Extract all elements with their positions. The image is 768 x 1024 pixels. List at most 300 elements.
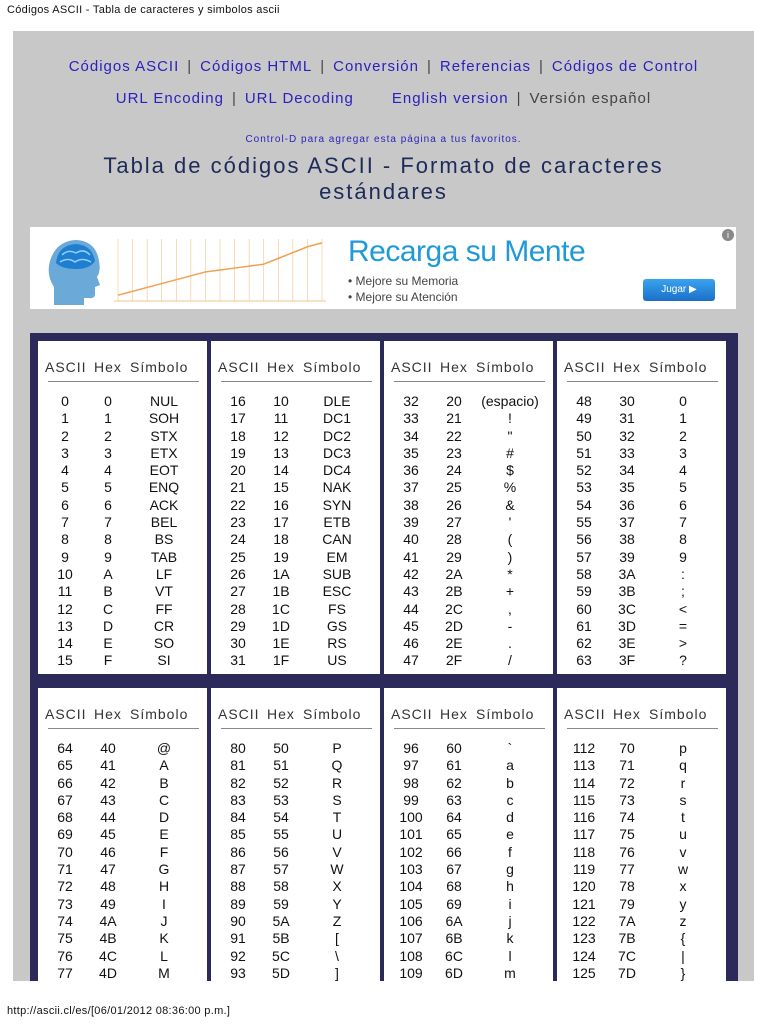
table-row [38,930,207,947]
table-row [557,618,726,635]
ascii-symbol: 7 [679,514,687,531]
ascii-decimal: 21 [230,479,246,496]
ascii-hex: 37 [619,514,635,531]
ascii-decimal: 39 [403,514,419,531]
ascii-symbol: ' [508,514,512,531]
table-row [557,428,726,445]
ascii-symbol: (espacio) [481,393,539,409]
header-hex: Hex [613,359,641,375]
ascii-hex: 72 [619,774,635,791]
table-row [557,844,726,861]
ascii-decimal: 81 [230,757,246,774]
ascii-decimal: 83 [230,791,246,808]
ascii-block [557,341,726,674]
ascii-symbol: 0 [679,393,687,409]
ascii-decimal: 65 [57,757,73,774]
ascii-hex: 15 [273,479,289,496]
ascii-hex: 6A [445,912,463,929]
ascii-hex: 1F [272,652,290,669]
ascii-hex: 39 [619,548,635,565]
table-row [384,930,553,947]
ascii-decimal: 2 [61,427,69,444]
ascii-symbol: ; [681,583,685,600]
ascii-symbol: # [506,444,514,461]
header-divider [221,381,372,382]
ascii-symbol: x [679,878,687,895]
table-row [211,549,380,566]
ascii-decimal: 69 [57,826,73,843]
header-hex: Hex [267,359,295,375]
ad-bullet-memory: • Mejore su Memoria [348,274,459,288]
ascii-decimal: 52 [576,462,592,479]
ascii-symbol: E [159,826,169,843]
ascii-decimal: 49 [576,410,592,427]
ascii-decimal: 38 [403,496,419,513]
ascii-decimal: 124 [572,947,596,964]
header-ascii: ASCII [564,706,606,722]
ascii-symbol: c [506,791,514,808]
nav-current-spanish: Versión español [529,90,652,107]
table-row [384,514,553,531]
ascii-decimal: 96 [403,740,419,756]
ascii-symbol: % [503,479,517,496]
header-ascii: ASCII [218,706,260,722]
nav-link-url-decoding[interactable]: URL Decoding [244,90,354,107]
ascii-decimal: 84 [230,809,246,826]
ascii-symbol: j [508,912,512,929]
nav-separator: | [187,58,193,75]
ascii-hex: 18 [273,531,289,548]
ascii-decimal: 101 [399,826,423,843]
table-row [38,618,207,635]
table-row [211,462,380,479]
ascii-decimal: 90 [230,912,246,929]
ascii-symbol: SUB [322,565,352,582]
table-row [384,792,553,809]
ascii-decimal: 92 [230,947,246,964]
ascii-decimal: 37 [403,479,419,496]
nav-link-referencias[interactable]: Referencias [439,58,531,75]
ascii-hex: 62 [446,774,462,791]
ascii-symbol: z [679,912,687,929]
ascii-hex: 47 [100,861,116,878]
table-row [384,410,553,427]
table-row [211,740,380,757]
table-row [38,861,207,878]
ascii-block [384,341,553,674]
ascii-symbol: | [681,947,685,964]
table-row [211,531,380,548]
ascii-hex: 60 [446,740,462,756]
ascii-decimal: 107 [399,930,423,947]
ascii-decimal: 87 [230,861,246,878]
ascii-decimal: 8 [61,531,69,548]
ascii-decimal: 106 [399,912,423,929]
ascii-table [30,333,738,981]
ascii-hex: 40 [100,740,116,756]
table-row [384,652,553,669]
table-row [384,618,553,635]
header-ascii: ASCII [218,359,260,375]
ascii-symbol: 8 [679,531,687,548]
favorites-hint: Control-D para agregar esta página a tus favoritos. [245,134,522,145]
ascii-symbol: Q [331,757,343,774]
ascii-hex: 28 [446,531,462,548]
ascii-hex: 71 [619,757,635,774]
ascii-hex: 1A [272,565,290,582]
table-row [384,549,553,566]
ascii-hex: 69 [446,895,462,912]
table-row [384,635,553,652]
ascii-decimal: 91 [230,930,246,947]
ascii-symbol: { [680,930,686,947]
table-row [557,757,726,774]
ascii-hex: 57 [273,861,289,878]
ascii-symbol: : [681,565,685,582]
table-row [211,809,380,826]
header-ascii: ASCII [391,359,433,375]
ascii-hex: 9 [104,548,112,565]
table-row [384,462,553,479]
table-row [384,497,553,514]
ascii-symbol: GS [326,617,348,634]
ascii-block [384,688,553,981]
header-ascii: ASCII [391,706,433,722]
table-row [38,809,207,826]
ascii-rows [211,393,380,670]
ascii-decimal: 19 [230,444,246,461]
ascii-hex: 2E [445,635,463,652]
table-row [38,601,207,618]
ascii-symbol: Z [332,912,342,929]
ascii-symbol: \ [335,947,339,964]
ascii-symbol: < [678,600,688,617]
ascii-symbol: r [680,774,686,791]
ascii-decimal: 109 [399,964,423,981]
table-row [211,913,380,930]
table-row [211,965,380,981]
ascii-decimal: 53 [576,479,592,496]
table-row [557,878,726,895]
ascii-symbol: [ [335,930,339,947]
ascii-decimal: 102 [399,843,423,860]
table-row [384,428,553,445]
ascii-rows [557,393,726,670]
ascii-symbol: K [159,930,169,947]
ascii-hex: 3D [618,617,636,634]
ascii-hex: 50 [273,740,289,756]
ascii-decimal: 116 [572,809,596,826]
ascii-hex: 1C [272,600,290,617]
ascii-hex: 14 [273,462,289,479]
ascii-symbol: CAN [322,531,352,548]
header-ascii: ASCII [45,706,87,722]
ascii-decimal: 3 [61,444,69,461]
table-row [211,514,380,531]
nav-link-codigos-control[interactable]: Códigos de Control [551,58,699,75]
ascii-hex: 68 [446,878,462,895]
table-row [38,652,207,669]
ascii-hex: 6C [445,947,463,964]
ascii-hex: 7A [618,912,636,929]
table-row [384,844,553,861]
ad-info-icon[interactable]: i [722,229,734,241]
ascii-symbol: ACK [149,496,179,513]
ascii-decimal: 23 [230,514,246,531]
ascii-decimal: 35 [403,444,419,461]
ascii-symbol: 6 [679,496,687,513]
table-row [384,479,553,496]
table-row [38,948,207,965]
ascii-decimal: 77 [57,964,73,981]
ascii-hex: 63 [446,791,462,808]
ascii-symbol: - [507,617,513,634]
ascii-hex: 23 [446,444,462,461]
ascii-decimal: 89 [230,895,246,912]
ascii-symbol: ! [508,410,512,427]
ascii-decimal: 56 [576,531,592,548]
ascii-symbol: w [677,861,689,878]
ascii-hex: 74 [619,809,635,826]
ascii-decimal: 29 [230,617,246,634]
ascii-symbol: ? [679,652,687,669]
table-row [38,410,207,427]
ascii-decimal: 59 [576,583,592,600]
ascii-hex: 12 [273,427,289,444]
ascii-symbol: $ [506,462,514,479]
ascii-symbol: LF [155,565,173,582]
ascii-decimal: 22 [230,496,246,513]
ascii-decimal: 115 [572,791,596,808]
ascii-symbol: X [332,878,342,895]
ascii-hex: 2F [445,652,463,669]
ascii-rows [38,393,207,670]
ascii-decimal: 98 [403,774,419,791]
ad-play-button[interactable]: Jugar ▶ [643,279,715,301]
ascii-hex: 31 [619,410,635,427]
ascii-symbol: ENQ [148,479,180,496]
header-divider [394,381,545,382]
ascii-symbol: q [679,757,687,774]
ascii-decimal: 82 [230,774,246,791]
ascii-hex: 1 [104,410,112,427]
nav-link-conversion[interactable]: Conversión [333,58,419,75]
ascii-symbol: EM [326,548,348,565]
header-symbol: Símbolo [649,706,708,722]
ascii-decimal: 33 [403,410,419,427]
ascii-decimal: 6 [61,496,69,513]
ascii-hex: 53 [273,791,289,808]
ad-bullet-attention: • Mejore su Atención [348,290,458,304]
table-row [211,497,380,514]
ascii-hex: 3E [618,635,636,652]
table-row [384,566,553,583]
ascii-decimal: 75 [57,930,73,947]
ascii-symbol: @ [156,740,172,756]
ascii-hex: 70 [619,740,635,756]
header-hex: Hex [94,359,122,375]
ascii-decimal: 17 [230,410,246,427]
ascii-decimal: 73 [57,895,73,912]
table-row [211,861,380,878]
nav-link-codigos-ascii[interactable]: Códigos ASCII [68,58,180,75]
ascii-decimal: 45 [403,617,419,634]
nav-separator: | [538,58,544,75]
table-row [38,549,207,566]
ascii-symbol: C [158,791,170,808]
ascii-hex: 6 [104,496,112,513]
ascii-hex: 4 [104,462,112,479]
ascii-block [211,688,380,981]
ascii-decimal: 120 [572,878,596,895]
ascii-decimal: 1 [61,410,69,427]
ascii-decimal: 68 [57,809,73,826]
ascii-decimal: 54 [576,496,592,513]
ascii-hex: 0 [104,393,112,409]
ascii-symbol: d [506,809,514,826]
ascii-symbol: D [158,809,170,826]
ascii-decimal: 10 [57,565,73,582]
nav-link-url-encoding[interactable]: URL Encoding [115,90,224,107]
table-row [557,861,726,878]
table-row [38,635,207,652]
table-row [384,601,553,618]
document-title: Códigos ASCII - Tabla de caracteres y simbolos ascii [7,4,280,16]
table-row [384,757,553,774]
ascii-decimal: 40 [403,531,419,548]
table-row [38,479,207,496]
ascii-symbol: SOH [148,410,180,427]
table-row [211,757,380,774]
table-row [211,583,380,600]
header-divider [394,728,545,729]
table-row [384,531,553,548]
ascii-hex: 38 [619,531,635,548]
ascii-hex: 8 [104,531,112,548]
ascii-hex: 3B [618,583,636,600]
ascii-decimal: 51 [576,444,592,461]
ascii-decimal: 64 [57,740,73,756]
header-hex: Hex [94,706,122,722]
header-symbol: Símbolo [130,706,189,722]
ascii-symbol: DLE [323,393,351,409]
ascii-symbol: US [327,652,347,669]
ascii-hex: 17 [273,514,289,531]
ad-progress-chart [114,235,326,307]
nav-separator: | [427,58,432,75]
ascii-hex: 49 [100,895,116,912]
ascii-hex: 78 [619,878,635,895]
ascii-decimal: 25 [230,548,246,565]
ascii-symbol: m [504,964,516,981]
ascii-hex: 66 [446,843,462,860]
ascii-hex: 5A [272,912,290,929]
ascii-decimal: 58 [576,565,592,582]
header-hex: Hex [440,359,468,375]
table-row [384,393,553,410]
ascii-symbol: V [332,843,342,860]
ascii-symbol: J [160,912,168,929]
ascii-rows [384,740,553,981]
ascii-symbol: T [332,809,342,826]
ascii-hex: E [103,635,113,652]
table-row [38,792,207,809]
ascii-decimal: 103 [399,861,423,878]
ascii-hex: 22 [446,427,462,444]
table-row [211,826,380,843]
ascii-symbol: ETX [150,444,178,461]
ascii-symbol: RS [327,635,347,652]
ascii-decimal: 85 [230,826,246,843]
ascii-hex: 20 [446,393,462,409]
ascii-symbol: H [158,878,170,895]
ascii-decimal: 113 [572,757,596,774]
table-row [384,445,553,462]
table-row [557,913,726,930]
table-row [384,775,553,792]
ascii-hex: 7D [618,964,636,981]
ascii-symbol: DC4 [322,462,351,479]
table-row [38,514,207,531]
table-row [38,844,207,861]
ascii-decimal: 30 [230,635,246,652]
nav-link-english-version[interactable]: English version [391,90,509,107]
header-divider [567,381,718,382]
ascii-decimal: 0 [61,393,69,409]
ascii-symbol: v [679,843,687,860]
ascii-hex: 29 [446,548,462,565]
ascii-decimal: 61 [576,617,592,634]
table-row [557,393,726,410]
ascii-symbol: SO [153,635,175,652]
table-row [211,566,380,583]
table-row [211,844,380,861]
ascii-decimal: 86 [230,843,246,860]
ascii-decimal: 31 [230,652,246,669]
ascii-hex: 45 [100,826,116,843]
ascii-decimal: 43 [403,583,419,600]
ad-banner[interactable] [30,227,736,309]
table-row [38,757,207,774]
table-row [557,948,726,965]
ascii-symbol: i [508,895,512,912]
header-divider [48,728,199,729]
header-hex: Hex [267,706,295,722]
ascii-decimal: 41 [403,548,419,565]
ascii-decimal: 20 [230,462,246,479]
ascii-rows [557,740,726,981]
ascii-symbol: S [332,791,342,808]
ascii-symbol: L [160,947,168,964]
nav-link-codigos-html[interactable]: Códigos HTML [200,58,313,75]
ascii-hex: 2B [445,583,463,600]
ascii-decimal: 24 [230,531,246,548]
ascii-decimal: 11 [57,583,73,600]
ascii-hex: 7B [618,930,636,947]
table-row [384,896,553,913]
table-row [384,826,553,843]
ascii-hex: 79 [619,895,635,912]
ascii-symbol: , [508,600,512,617]
ascii-symbol: e [506,826,514,843]
ascii-symbol: 1 [679,410,687,427]
ascii-symbol: + [505,583,515,600]
ascii-hex: 16 [273,496,289,513]
ascii-symbol: 3 [679,444,687,461]
ascii-symbol: Y [332,895,342,912]
ascii-hex: 5B [272,930,290,947]
ascii-hex: 25 [446,479,462,496]
